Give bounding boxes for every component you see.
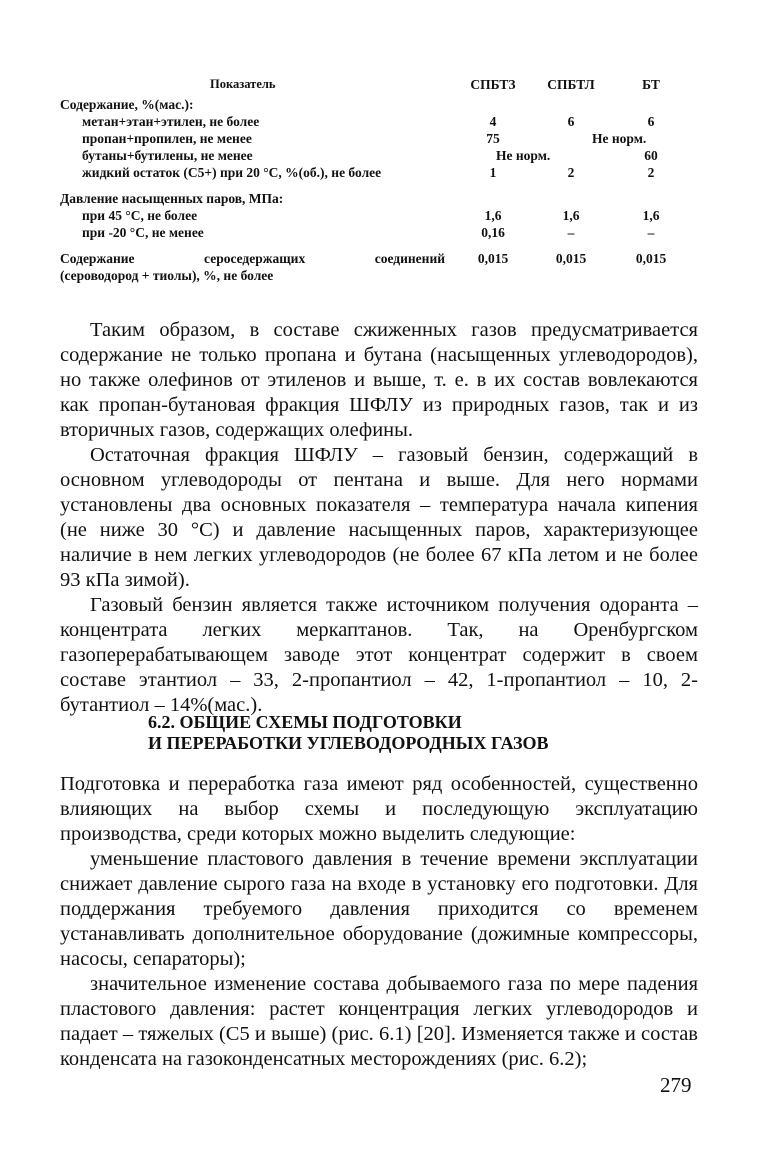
paragraph: Остаточная фракция ШФЛУ – газовый бензин, содержащий в основном углеводороды от пентана и выше. Для него нормами установлены два основных показателя – температура начала кипения (не ниже 30 °С) и давление насыщенных паров, характеризующее наличие в нем легких углеводородов (не более 67 кПа летом и не более 93 кПа зимой).: [60, 444, 698, 591]
paragraph: Подготовка и переработка газа имеют ряд особенностей, существенно влияющих на выбор схемы и последующую эксплуатацию производства, среди которых можно выделить следующие:: [60, 773, 698, 845]
paragraph: уменьшение пластового давления в течение времени эксплуатации снижает давление сырого газа на входе в установку его подготовки. Для поддержания требуемого давления приходится со временем устанавливать дополнительное оборудование (дожимные компрессоры, насосы, сепараторы);: [60, 848, 698, 970]
paragraph: Таким образом, в составе сжиженных газов предусматривается содержание не только пропана и бутана (насыщенных углеводородов), но также олефинов от этиленов и выше, т. е. в их состав вовлекаются как пропан-бутановая фракция ШФЛУ из природных газов, так и из вторичных газов, содержащих олефины.: [60, 319, 698, 441]
body-text-bottom: [60, 772, 698, 1072]
table-row: пропан+пропилен, не менее 75 Не норм.: [82, 131, 647, 146]
paragraph: значительное изменение состава добываемого газа по мере падения пластового давления: растет концентрация легких углеводородов и падает – тяжелых (C5 и выше) (рис. 6.1) [20]. Изменяется также и состав конденсата на газоконденсатных месторождениях (рис. 6.2);: [60, 973, 698, 1070]
body-text-top: [60, 318, 698, 718]
table-row: при 45 °С, не более 1,6 1,6 1,6: [82, 208, 660, 223]
section-heading: 6.2. ОБЩИЕ СХЕМЫ ПОДГОТОВКИ И ПЕРЕРАБОТКИ УГЛЕВОДОРОДНЫХ ГАЗОВ: [148, 712, 549, 753]
header-col-spbtz: СПБТЗ: [470, 77, 516, 92]
header-col-spbtl: СПБТЛ: [547, 77, 595, 92]
table-header: [60, 76, 674, 96]
table-row: бутаны+бутилены, не менее Не норм. 60: [82, 148, 658, 163]
group-title: Содержание, %(мас.):: [60, 97, 194, 112]
paragraph: Газовый бензин является также источником получения одоранта – концентрата легких меркаптанов. Так, на Оренбургском газоперерабатывающем заводе этот концентрат содержит в своем составе этантиол – 33, 2-пропантиол – 42, 1-пропантиол – 10, 2-бутантиол – 14%(мас.).: [60, 594, 698, 716]
specification-table: [60, 76, 674, 284]
header-col-bt: БТ: [642, 77, 660, 92]
table-row: жидкий остаток (C5+) при 20 °С, %(об.), не более 1 2 2: [82, 165, 655, 180]
table-row: метан+этан+этилен, не более 4 6 6: [82, 114, 655, 129]
table-row: при -20 °С, не менее 0,16 – –: [82, 225, 655, 240]
group-title: Давление насыщенных паров, МПа:: [60, 191, 284, 206]
table-row: (сероводород + тиолы), %, не более: [60, 268, 274, 283]
header-indicator: Показатель: [210, 77, 276, 91]
table-row: Содержание сероседержащих соединений 0,015 0,015 0,015: [60, 251, 667, 266]
page-number: 279: [660, 1073, 692, 1097]
